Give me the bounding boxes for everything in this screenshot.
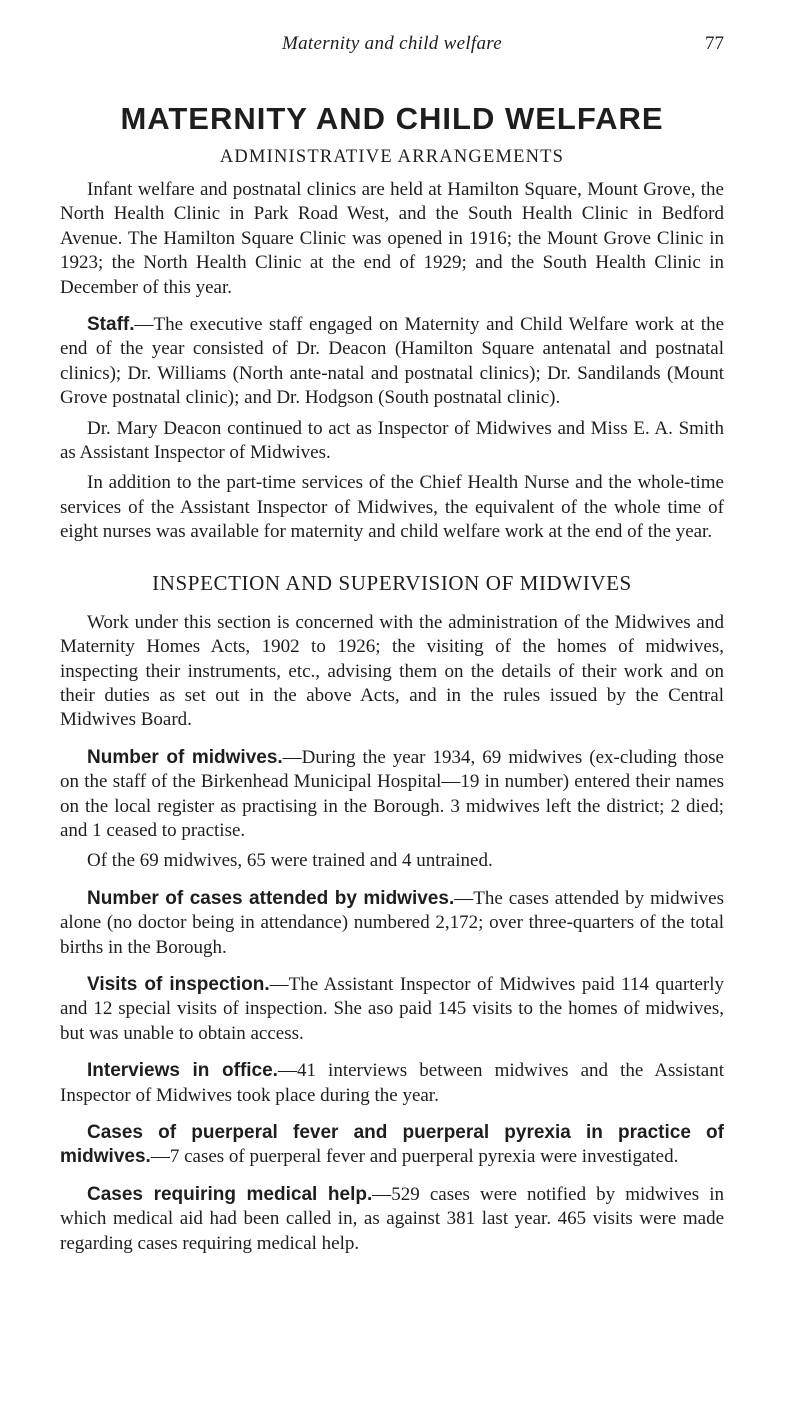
inspection-section-heading: INSPECTION AND SUPERVISION OF MIDWIVES	[152, 570, 632, 595]
run-in-heading: Cases of puerperal fever and puerperal pyrexia in practice of midwives.	[60, 1122, 724, 1168]
paragraph-text: —7 cases of puerperal fever and puerperal pyrexia were investigated.	[150, 1146, 679, 1168]
administrative-arrangements-subtitle: ADMINISTRATIVE ARRANGEMENTS	[219, 147, 565, 167]
run-in-heading: Interviews in office.	[87, 1060, 278, 1082]
paragraph-visits-of-inspection	[60, 973, 724, 1046]
paragraph-nurses	[60, 471, 724, 544]
paragraph-trained-untrained	[60, 849, 724, 873]
page-number: 77	[705, 33, 724, 54]
running-head-title: Maternity and child welfare	[281, 33, 503, 54]
paragraph-text: In addition to the part-time services of the Chief Health Nurse and the whole-time services of the Assistant Inspector of Midwives, the equivalent of the whole time of eight nurses was available for maternity and child welfare work at the end of the year.	[60, 472, 724, 543]
paragraph-staff	[60, 313, 724, 411]
paragraph-text: Of the 69 midwives, 65 were trained and 4 untrained.	[87, 850, 493, 872]
paragraph-text: Infant welfare and postnatal clinics are held at Hamilton Square, Mount Grove, the North Health Clinic in Park Road West, and the South Health Clinic in Bedford Avenue. The Hamilton Square Clinic was opened in 1916; the Mount Grove Clinic in 1923; the North Health Clinic at the end of 1929; and the South Health Clinic in December of this year.	[60, 179, 724, 298]
run-in-heading: Cases requiring medical help.	[87, 1183, 373, 1205]
run-in-heading: Visits of inspection.	[87, 973, 270, 995]
paragraph-text: —During the year 1934, 69 midwives (ex-cluding those on the staff of the Birkenhead Municipal Hospital—19 in number) entered their names on the local register as practising in the Borough. 3 midwives left the district; 2 died; and 1 ceased to practise.	[60, 746, 724, 841]
paragraph-puerperal-fever	[60, 1121, 724, 1170]
paragraph-text: Work under this section is concerned with the administration of the Midwives and Maternity Homes Acts, 1902 to 1926; the visiting of the homes of midwives, inspecting their instruments, etc., advising them on the details of their work and on their duties as set out in the above Acts, and in the rules issued by the Central Midwives Board.	[60, 611, 724, 731]
run-in-heading: Number of midwives.	[87, 746, 283, 768]
run-in-heading: Number of cases attended by midwives.	[87, 887, 455, 909]
paragraph-text: —The executive staff engaged on Maternity and Child Welfare work at the end of the year consisted of Dr. Deacon (Hamilton Square antenatal and postnatal clinics); Dr. Williams (North ante-natal and postnatal clinics); Dr. Sandilands (Mount Grove postnatal clinic); and Dr. Hodgson (South postnatal clinic).	[60, 314, 724, 409]
paragraph-text: Dr. Mary Deacon continued to act as Inspector of Midwives and Miss E. A. Smith as Assistant Inspector of Midwives.	[60, 417, 724, 464]
paragraph-text: —41 interviews between midwives and the Assistant Inspector of Midwives took place during the year.	[60, 1060, 724, 1106]
run-in-heading: Staff.	[87, 314, 135, 336]
paragraph-cases-attended	[60, 887, 724, 960]
main-title: MATERNITY AND CHILD WELFARE	[120, 101, 664, 136]
running-head	[60, 28, 724, 60]
paragraph-interviews-in-office	[60, 1059, 724, 1108]
paragraph-text: —The Assistant Inspector of Midwives paid 114 quarterly and 12 special visits of inspection. She aso paid 145 visits to the homes of midwives, but was unable to obtain access.	[60, 973, 724, 1044]
paragraph-medical-help	[60, 1183, 724, 1256]
paragraph-inspector	[60, 417, 724, 466]
paragraph-number-of-midwives	[60, 746, 724, 844]
paragraph-text: —The cases attended by midwives alone (no doctor being in attendance) numbered 2,172; over three-quarters of the total births in the Borough.	[60, 887, 724, 958]
paragraph-work-under-section	[60, 611, 724, 733]
paragraph-text: —529 cases were notified by midwives in which medical aid had been called in, as against 381 last year. 465 visits were made regarding cases requiring medical help.	[60, 1183, 724, 1254]
administrative-section	[60, 178, 724, 545]
inspection-section	[60, 611, 724, 1256]
paragraph-clinics	[60, 178, 724, 300]
